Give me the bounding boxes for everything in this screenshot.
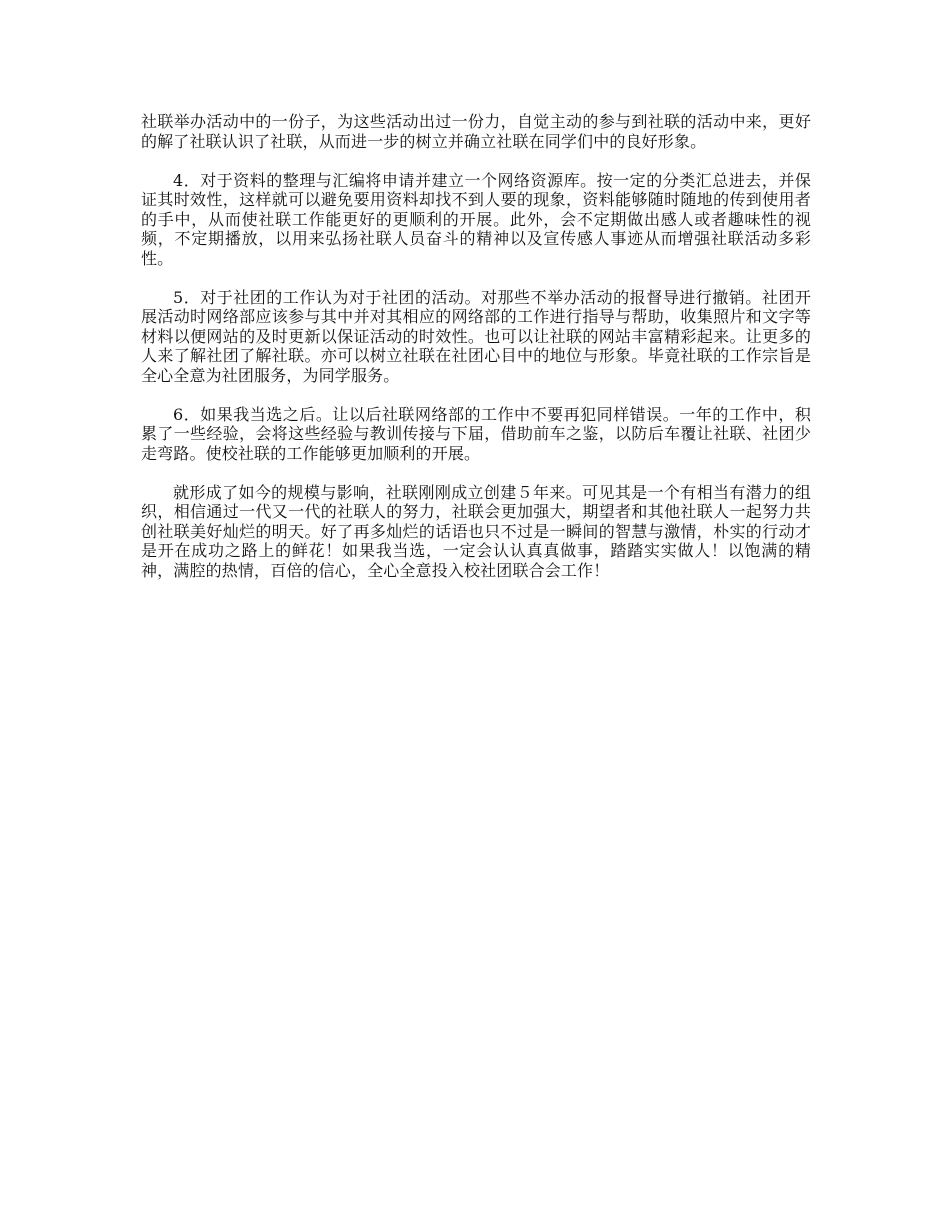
paragraph-conclusion: 就形成了如今的规模与影响，社联刚刚成立创建５年来。可见其是一个有相当有潜力的组织，相信通过一代又一代的社联人的努力，社联会更加强大，期望者和其他社联人一起努力共创社联美好灿烂的明天。好了再多灿烂的话语也只不过是一瞬间的智慧与激情，朴实的行动才是开在成功之路上的鲜花！如果我当选，一定会认认真真做事，踏踏实实做人！以饱满的精神，满腔的热情，百倍的信心，全心全意投入校社团联合会工作！ <box>141 482 811 580</box>
document-page <box>141 112 811 600</box>
paragraph-continuation: 社联举办活动中的一份子，为这些活动出过一份力，自觉主动的参与到社联的活动中来，更好的解了社联认识了社联，从而进一步的树立并确立社联在同学们中的良好形象。 <box>141 112 811 151</box>
paragraph-item-6: 6．如果我当选之后。让以后社联网络部的工作中不要再犯同样错误。一年的工作中，积累了一些经验，会将这些经验与教训传接与下届，借助前车之鉴，以防后车覆让社联、社团少走弯路。使校社联的工作能够更加顺利的开展。 <box>141 404 811 463</box>
paragraph-item-4: 4．对于资料的整理与汇编将申请并建立一个网络资源库。按一定的分类汇总进去，并保证其时效性，这样就可以避免要用资料却找不到人要的现象，资料能够随时随地的传到使用者的手中，从而使社联工作能更好的更顺利的开展。此外，会不定期做出感人或者趣味性的视频，不定期播放，以用来弘扬社联人员奋斗的精神以及宣传感人事迹从而增强社联活动多彩性。 <box>141 170 811 268</box>
paragraph-item-5: 5．对于社团的工作认为对于社团的活动。对那些不举办活动的报督导进行撤销。社团开展活动时网络部应该参与其中并对其相应的网络部的工作进行指导与帮助，收集照片和文字等材料以便网站的及时更新以保证活动的时效性。也可以让社联的网站丰富精彩起来。让更多的人来了解社团了解社联。亦可以树立社联在社团心目中的地位与形象。毕竟社联的工作宗旨是全心全意为社团服务，为同学服务。 <box>141 287 811 385</box>
